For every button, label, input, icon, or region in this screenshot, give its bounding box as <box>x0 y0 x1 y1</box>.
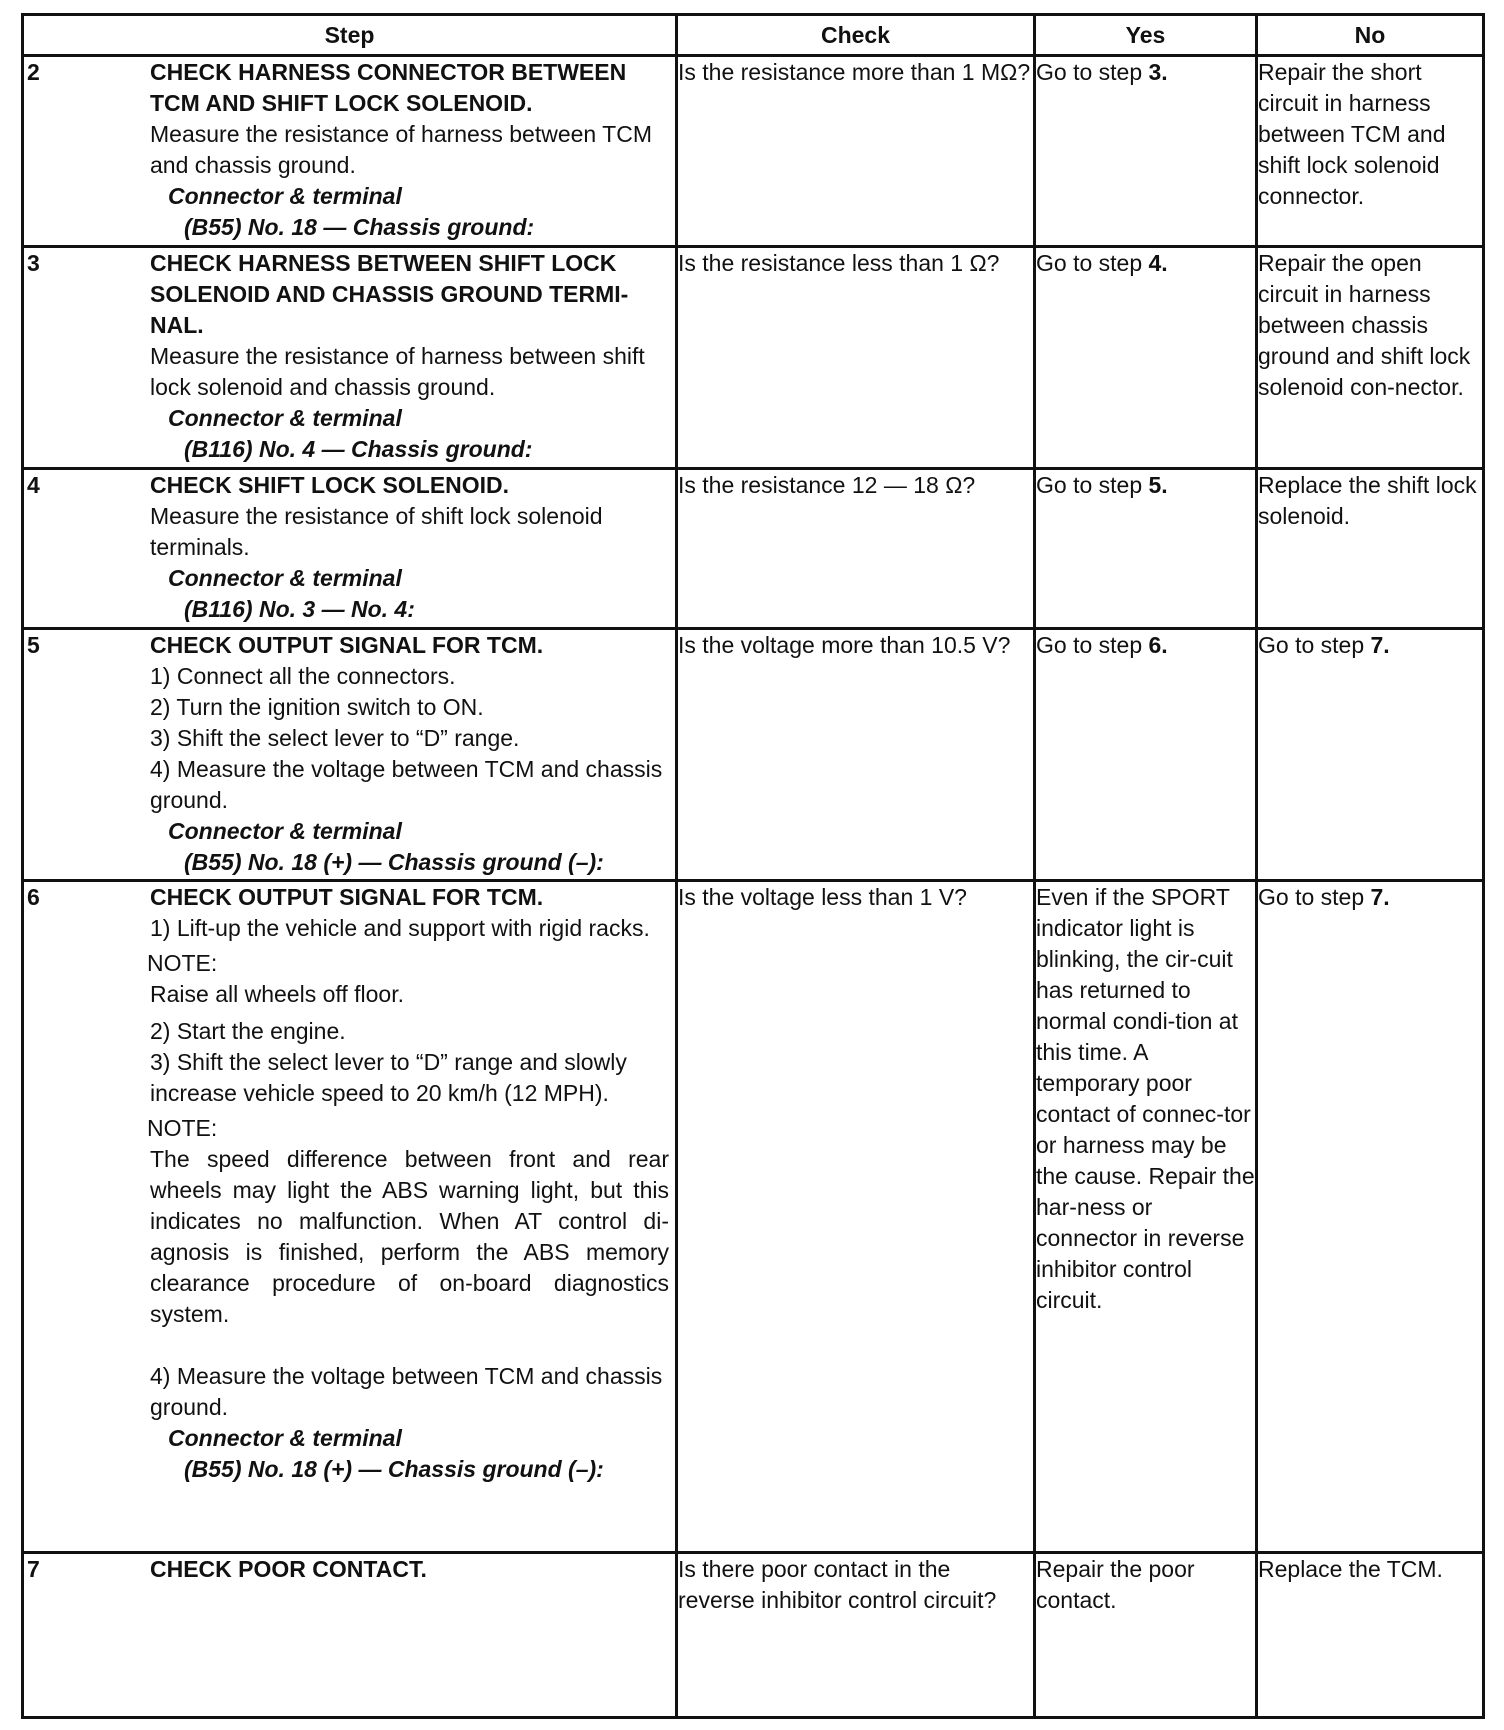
no-text: Go to step <box>1258 632 1371 658</box>
procedure-step: 3) Shift the select lever to “D” range and slowly increase vehicle speed to 20 km/h (12 MPH). <box>150 1049 627 1106</box>
yes-cell: Repair the poor contact. <box>1035 1553 1257 1718</box>
yes-cell <box>1035 247 1257 469</box>
table-row <box>23 56 1484 247</box>
no-cell: Replace the TCM. <box>1257 1553 1484 1718</box>
connector-label: Connector & terminal <box>168 818 402 844</box>
step-title: CHECK HARNESS CONNECTOR BETWEEN TCM AND SHIFT LOCK SOLENOID. <box>150 59 627 116</box>
note-label: NOTE: <box>147 1115 218 1141</box>
procedure-step: 2) Start the engine. <box>150 1018 346 1044</box>
no-cell: Repair the open circuit in harness between chassis ground and shift lock solenoid con-nector. <box>1257 247 1484 469</box>
step-number: 7 <box>27 1556 40 1582</box>
yes-step: 6. <box>1148 632 1168 658</box>
step-number: 6 <box>27 884 40 910</box>
header-no: No <box>1257 15 1484 56</box>
no-cell <box>1257 629 1484 881</box>
yes-text: Go to step <box>1036 632 1149 658</box>
step-description: Measure the resistance of shift lock solenoid terminals. <box>150 503 603 560</box>
step-title: CHECK SHIFT LOCK SOLENOID. <box>150 472 510 498</box>
step-description: Measure the resistance of harness between shift lock solenoid and chassis ground. <box>150 343 645 400</box>
header-step: Step <box>23 15 677 56</box>
table-row <box>23 247 1484 469</box>
connector-label: Connector & terminal <box>168 1425 402 1451</box>
no-step: 7. <box>1370 884 1390 910</box>
note-text: Raise all wheels off floor. <box>150 981 404 1007</box>
step-cell <box>23 1553 677 1718</box>
note-label: NOTE: <box>147 950 218 976</box>
step-cell <box>23 56 677 247</box>
diagnostic-table <box>21 13 1485 1719</box>
step-cell <box>23 881 677 1553</box>
check-cell: Is the voltage more than 10.5 V? <box>677 629 1035 881</box>
table-header-row <box>23 15 1484 56</box>
procedure-step: 3) Shift the select lever to “D” range. <box>150 725 520 751</box>
connector-value: (B116) No. 4 — Chassis ground: <box>184 436 533 462</box>
header-yes: Yes <box>1035 15 1257 56</box>
step-title: CHECK OUTPUT SIGNAL FOR TCM. <box>150 884 544 910</box>
no-cell <box>1257 881 1484 1553</box>
step-number: 3 <box>27 250 40 276</box>
check-cell: Is there poor contact in the reverse inhibitor control circuit? <box>677 1553 1035 1718</box>
yes-cell <box>1035 469 1257 629</box>
procedure-step: 1) Lift-up the vehicle and support with rigid racks. <box>150 915 650 941</box>
table-row <box>23 629 1484 881</box>
yes-cell <box>1035 629 1257 881</box>
header-check: Check <box>677 15 1035 56</box>
no-cell: Repair the short circuit in harness between TCM and shift lock solenoid connector. <box>1257 56 1484 247</box>
step-number: 4 <box>27 472 40 498</box>
step-number: 2 <box>27 59 40 85</box>
connector-label: Connector & terminal <box>168 405 402 431</box>
no-text: Go to step <box>1258 884 1371 910</box>
step-cell <box>23 629 677 881</box>
connector-label: Connector & terminal <box>168 565 402 591</box>
step-cell <box>23 247 677 469</box>
yes-cell: Even if the SPORT indicator light is blinking, the cir-cuit has returned to normal condi-tion at this time. A temporary poor contact of connec-tor or harness may be the cause. Repair the har-ness or connector in reverse inhibitor control circuit. <box>1035 881 1257 1553</box>
check-cell: Is the resistance more than 1 MΩ? <box>677 56 1035 247</box>
yes-text: Go to step <box>1036 59 1149 85</box>
procedure-step: 2) Turn the ignition switch to ON. <box>150 694 484 720</box>
connector-value: (B55) No. 18 — Chassis ground: <box>184 214 535 240</box>
connector-value: (B55) No. 18 (+) — Chassis ground (–): <box>184 849 604 875</box>
check-cell: Is the resistance less than 1 Ω? <box>677 247 1035 469</box>
yes-step: 4. <box>1148 250 1168 276</box>
connector-value: (B55) No. 18 (+) — Chassis ground (–): <box>184 1456 604 1482</box>
check-cell: Is the resistance 12 — 18 Ω? <box>677 469 1035 629</box>
step-title: CHECK POOR CONTACT. <box>150 1556 427 1582</box>
connector-label: Connector & terminal <box>168 183 402 209</box>
connector-value: (B116) No. 3 — No. 4: <box>184 596 415 622</box>
step-title: CHECK HARNESS BETWEEN SHIFT LOCK SOLENOID AND CHASSIS GROUND TERMI-NAL. <box>150 250 629 338</box>
table-row <box>23 1553 1484 1718</box>
yes-step: 3. <box>1148 59 1168 85</box>
yes-text: Go to step <box>1036 250 1149 276</box>
table-row <box>23 881 1484 1553</box>
table-row <box>23 469 1484 629</box>
yes-cell <box>1035 56 1257 247</box>
step-title: CHECK OUTPUT SIGNAL FOR TCM. <box>150 632 544 658</box>
no-cell: Replace the shift lock solenoid. <box>1257 469 1484 629</box>
procedure-step: 1) Connect all the connectors. <box>150 663 456 689</box>
yes-text: Go to step <box>1036 472 1149 498</box>
note-text: The speed difference between front and rear wheels may light the ABS warning light, but this indicates no malfunction. When AT control di-agnosis is finished, perform the ABS memory clearance procedure of on-board diagnostics system. <box>150 1146 669 1327</box>
check-cell: Is the voltage less than 1 V? <box>677 881 1035 1553</box>
yes-step: 5. <box>1148 472 1168 498</box>
step-description: Measure the resistance of harness between TCM and chassis ground. <box>150 121 652 178</box>
procedure-step: 4) Measure the voltage between TCM and chassis ground. <box>150 756 663 813</box>
no-step: 7. <box>1370 632 1390 658</box>
procedure-step: 4) Measure the voltage between TCM and chassis ground. <box>150 1363 663 1420</box>
step-cell <box>23 469 677 629</box>
step-number: 5 <box>27 632 40 658</box>
